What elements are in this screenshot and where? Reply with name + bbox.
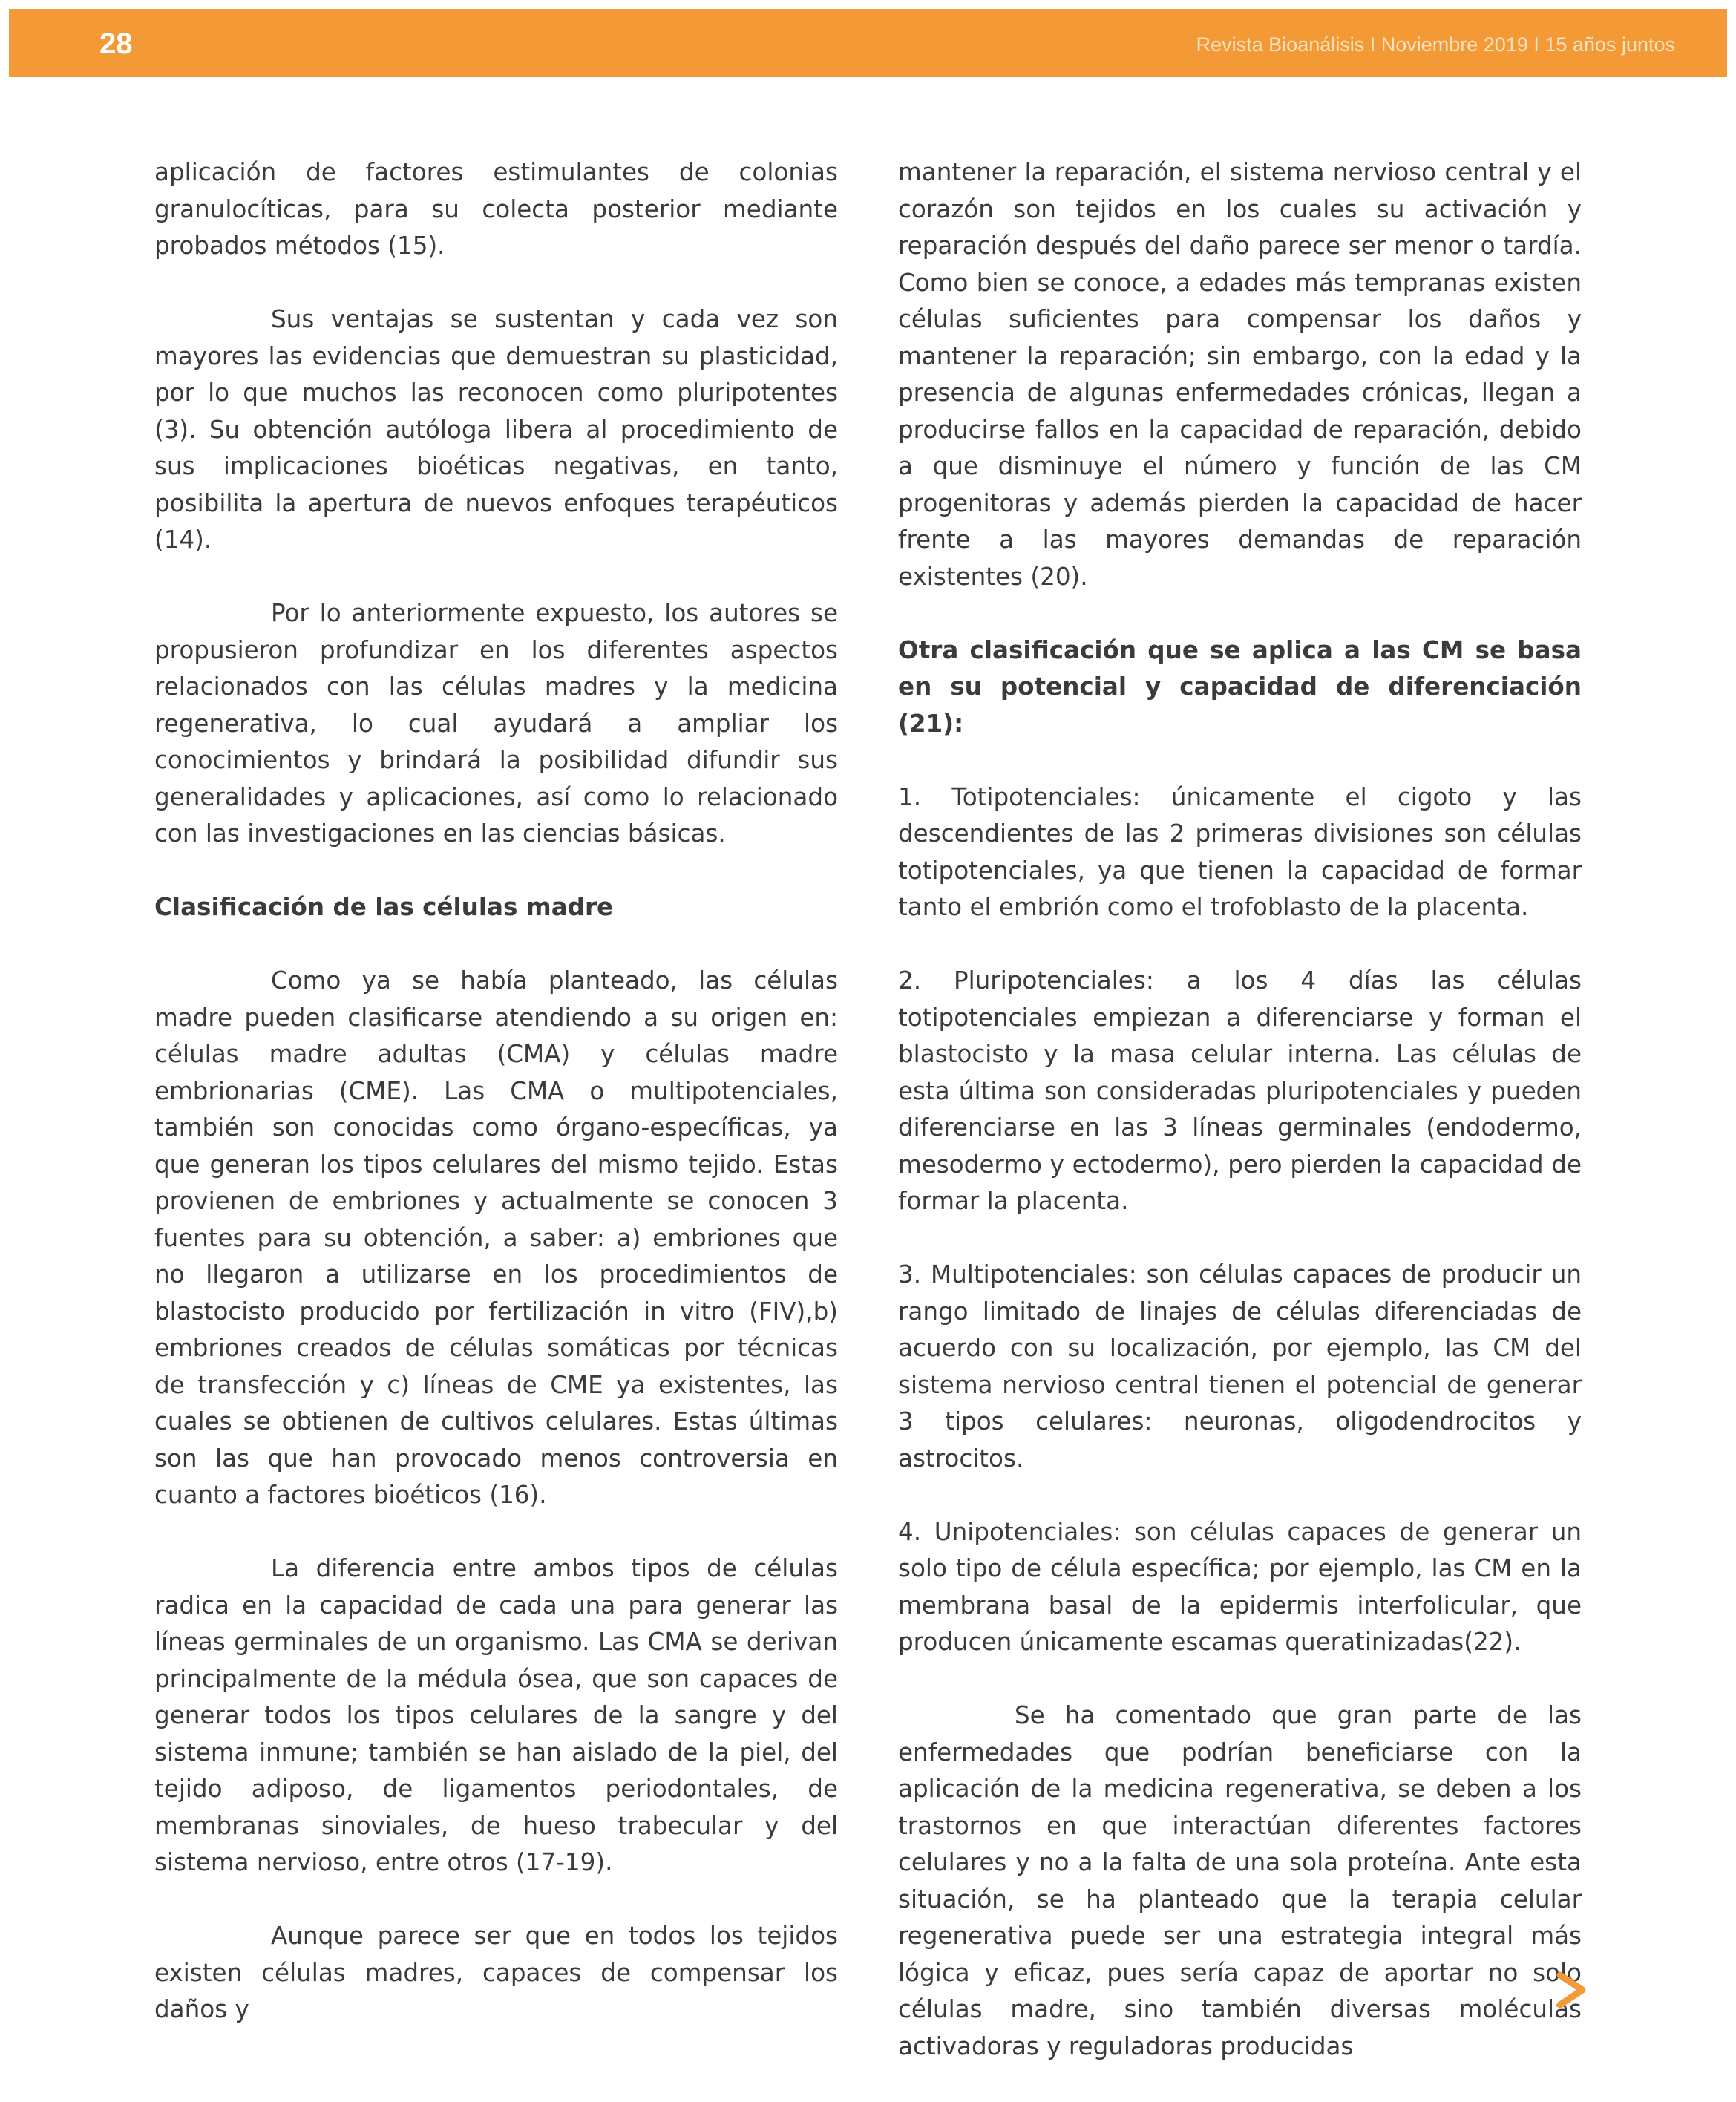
paragraph: Sus ventajas se sustentan y cada vez son mayores las evidencias que demuestran su plasticidad, por lo que muchos las reconocen como pluripotentes (3). Su obtención autóloga libera al procedimiento de sus implicaciones bioéticas negativas, en tanto, posibilita la apertura de nuevos enfoques terapéuticos (14). xyxy=(154,305,838,554)
list-item: 4. Unipotenciales: son células capaces de generar un solo tipo de célula específica; por ejemplo, las CM en la membrana basal de la epidermis interfolicular, que producen únicamente escamas queratinizadas(22). xyxy=(898,1517,1582,1656)
paragraph: Como ya se había planteado, las células madre pueden clasificarse atendiendo a su origen en: células madre adultas (CMA) y células madre embrionarias (CME). Las CMA o multipotenciales, también son conocidas como órgano-específicas, ya que generan los tipos celulares del mismo tejido. Estas provienen de embriones y actualmente se conocen 3 fuentes para su obtención, a saber: a) embriones que no llegaron a utilizarse en los procedimientos de blastocisto producido por fertilización in vitro (FIV),b) embriones creados de células somáticas por técnicas de transfección y c) líneas de CME ya existentes, las cuales se obtienen de cultivos celulares. Estas últimas son las que han provocado menos controversia en cuanto a factores bioéticos (16). xyxy=(154,966,838,1509)
running-head: Revista Bioanálisis I Noviembre 2019 I 15 años juntos xyxy=(1196,33,1675,56)
list-item: 3. Multipotenciales: son células capaces de producir un rango limitado de linajes de células diferenciadas de acuerdo con su localización, por ejemplo, las CM del sistema nervioso central tienen el potencial de generar 3 tipos celulares: neuronas, oligodendrocitos y astrocitos. xyxy=(898,1260,1582,1473)
section-heading: Clasificación de las células madre xyxy=(154,893,614,921)
header-bar xyxy=(9,9,1727,77)
list-item: 1. Totipotenciales: únicamente el cigoto y las descendientes de las 2 primeras divisiones son células totipotenciales, ya que tienen la capacidad de formar tanto el embrión como el trofoblasto de la placenta. xyxy=(898,782,1582,921)
paragraph: La diferencia entre ambos tipos de células radica en la capacidad de cada una para generar las líneas germinales de un organismo. Las CMA se derivan principalmente de la médula ósea, que son capaces de generar todos los tipos celulares de la sangre y del sistema inmune; también se han aislado de la piel, del tejido adiposo, de ligamentos periodontales, de membranas sinoviales, de hueso trabecular y del sistema nervioso, entre otros (17-19). xyxy=(154,1554,838,1876)
paragraph: Por lo anteriormente expuesto, los autores se propusieron profundizar en los diferentes aspectos relacionados con las células madres y la medicina regenerativa, lo cual ayudará a ampliar los conocimientos y brindará la posibilidad difundir sus generalidades y aplicaciones, así como lo relacionado con las investigaciones en las ciencias básicas. xyxy=(154,599,838,848)
page-number: 28 xyxy=(99,27,133,60)
paragraph: Aunque parece ser que en todos los tejidos existen células madres, capaces de compensar los daños y xyxy=(154,1922,838,2023)
right-column xyxy=(898,154,1582,2102)
paragraph: mantener la reparación, el sistema nervioso central y el corazón son tejidos en los cuales su activación y reparación después del daño parece ser menor o tardía. Como bien se conoce, a edades más tempranas existen células suficientes para compensar los daños y mantener la reparación; sin embargo, con la edad y la presencia de algunas enfermedades crónicas, llegan a producirse fallos en la capacidad de reparación, debido a que disminuye el número y función de las CM progenitoras y además pierden la capacidad de hacer frente a las mayores demandas de reparación existentes (20). xyxy=(898,158,1582,591)
list-item: 2. Pluripotenciales: a los 4 días las células totipotenciales empiezan a diferenciarse y forman el blastocisto y la masa celular interna. Las células de esta última son consideradas pluripotenciales y pueden diferenciarse en las 3 líneas germinales (endodermo, mesodermo y ectodermo), pero pierden la capacidad de formar la placenta. xyxy=(898,966,1582,1215)
paragraph: aplicación de factores estimulantes de colonias granulocíticas, para su colecta posterior mediante probados métodos (15). xyxy=(154,158,838,260)
left-column xyxy=(154,154,838,2065)
bold-intro: Otra clasificación que se aplica a las CM se basa en su potencial y capacidad de diferenciación (21): xyxy=(898,635,1582,738)
paragraph: Se ha comentado que gran parte de las enfermedades que podrían beneficiarse con la aplicación de la medicina regenerativa, se deben a los trastornos en que interactúan diferentes factores celulares y no a la falta de una sola proteína. Ante esta situación, se ha planteado que la terapia celular regenerativa puede ser una estrategia integral más lógica y eficaz, pues sería capaz de aportar no solo células madre, sino también diversas moléculas activadoras y reguladoras producidas xyxy=(898,1701,1582,2060)
chevron-right-icon[interactable] xyxy=(1556,1969,1588,2011)
